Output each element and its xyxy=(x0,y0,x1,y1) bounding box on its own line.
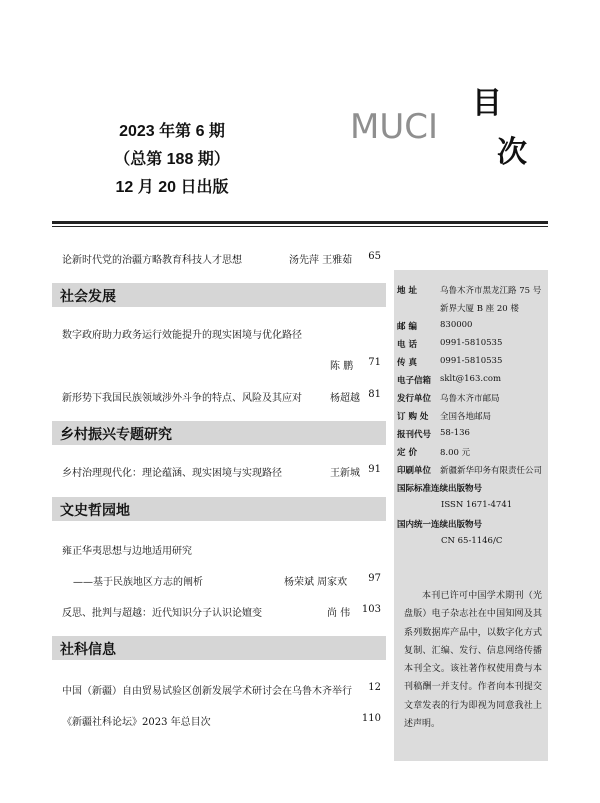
toc-entry-authors: 杨超越 xyxy=(330,393,360,404)
price-label: 定 价 xyxy=(397,448,417,458)
toc-entry-title[interactable]: 新形势下我国民族领域涉外斗争的特点、风险及其应对 xyxy=(62,393,302,404)
toc-entry-title[interactable]: 中国（新疆）自由贸易试验区创新发展学术研讨会在乌鲁木齐举行 xyxy=(62,686,352,697)
toc-entry-page: 71 xyxy=(368,357,381,368)
toc-entry-title[interactable]: 反思、批判与超越：近代知识分子认识论嬗变 xyxy=(62,608,262,619)
header-rule-thin xyxy=(52,226,548,227)
fax-value: 0991-5810535 xyxy=(440,356,503,366)
toc-entry-title[interactable]: 《新疆社科论坛》2023 年总目次 xyxy=(62,717,211,728)
subscription-value: 全国各地邮局 xyxy=(440,412,492,422)
publisher-label: 发行单位 xyxy=(397,394,432,404)
toc-entry-title[interactable]: 论新时代党的治疆方略教育科技人才思想 xyxy=(62,255,242,266)
email-label: 电子信箱 xyxy=(397,376,432,386)
header-rule-thick xyxy=(52,221,548,224)
toc-entry-page: 110 xyxy=(361,713,381,724)
publisher-value: 乌鲁木齐市邮局 xyxy=(440,394,500,404)
issue-total-number: （总第 188 期） xyxy=(114,151,230,168)
copyright-notice: 本刊已许可中国学术期刊（光盘版）电子杂志社在中国知网及其系列数据库产品中，以数字化方式复制、汇编、发行、信息网络传播本刊全文。该社著作权使用费与本刊稿酬一并支付。作者向本刊提交文章发表的行为即视为同意我社上述声明。 xyxy=(404,591,542,730)
issn-value: ISSN 1671-4741 xyxy=(441,500,513,510)
issn-label: 国际标准连续出版物号 xyxy=(397,484,483,494)
section-heading-social-development xyxy=(52,283,386,307)
section-heading-rural-revitalization xyxy=(52,421,386,445)
postcode-label: 邮 编 xyxy=(397,322,417,332)
printer-label: 印刷单位 xyxy=(397,466,432,476)
toc-entry-authors: 陈 鹏 xyxy=(330,361,354,372)
toc-entry-page: 91 xyxy=(368,464,381,475)
postcode-value: 830000 xyxy=(440,320,473,330)
toc-entry-authors: 尚 伟 xyxy=(327,608,351,619)
toc-entry-page: 65 xyxy=(368,251,381,262)
email-value[interactable]: sklt@163.com xyxy=(440,374,502,384)
toc-entry-page: 12 xyxy=(368,682,381,693)
address-line1: 乌鲁木齐市黑龙江路 75 号 xyxy=(440,286,542,296)
phone-label: 电 话 xyxy=(397,340,417,350)
toc-entry-authors: 汤先萍 王雅茹 xyxy=(289,255,353,266)
printer-value: 新疆新华印务有限责任公司 xyxy=(440,466,543,476)
section-heading-label: 社会发展 xyxy=(60,289,116,305)
issue-year-number: 2023 年第 6 期 xyxy=(119,123,225,140)
subscription-label: 订 购 处 xyxy=(397,412,429,422)
fax-label: 传 真 xyxy=(397,358,417,368)
cn-label: 国内统一连续出版物号 xyxy=(397,520,483,530)
section-heading-literature-history-philosophy xyxy=(52,497,386,521)
cn-value: CN 65-1146/C xyxy=(441,536,503,546)
price-value: 8.00 元 xyxy=(440,448,471,458)
toc-entry-page: 103 xyxy=(361,604,381,615)
section-heading-label: 文史哲园地 xyxy=(60,503,130,519)
periodical-code-label: 报刊代号 xyxy=(397,430,432,440)
section-heading-social-science-news xyxy=(52,636,386,660)
muci-watermark: MUCI xyxy=(350,107,438,147)
toc-entry-authors: 杨荣斌 周家欢 xyxy=(284,577,348,588)
phone-value: 0991-5810535 xyxy=(440,338,503,348)
toc-entry-title[interactable]: 数字政府助力政务运行效能提升的现实困境与优化路径 xyxy=(62,330,302,341)
toc-entry-authors: 王新城 xyxy=(330,468,360,479)
toc-entry-title[interactable]: 乡村治理现代化：理论蕴涵、现实困境与实现路径 xyxy=(62,468,282,479)
issue-publish-date: 12 月 20 日出版 xyxy=(115,179,229,196)
section-heading-label: 乡村振兴专题研究 xyxy=(60,427,172,443)
toc-entry-subtitle: ——基于民族地区方志的阐析 xyxy=(73,577,203,588)
toc-entry-page: 97 xyxy=(368,573,381,584)
periodical-code-value: 58-136 xyxy=(440,428,470,438)
address-line2: 新界大厦 B 座 20 楼 xyxy=(440,304,519,314)
title-char-ci: 次 xyxy=(497,135,527,170)
toc-entry-page: 81 xyxy=(368,389,381,400)
toc-entry-title[interactable]: 雍正华夷思想与边地适用研究 xyxy=(62,546,192,557)
title-char-mu: 目 xyxy=(472,86,502,121)
section-heading-label: 社科信息 xyxy=(60,642,116,658)
address-label: 地 址 xyxy=(397,286,417,296)
